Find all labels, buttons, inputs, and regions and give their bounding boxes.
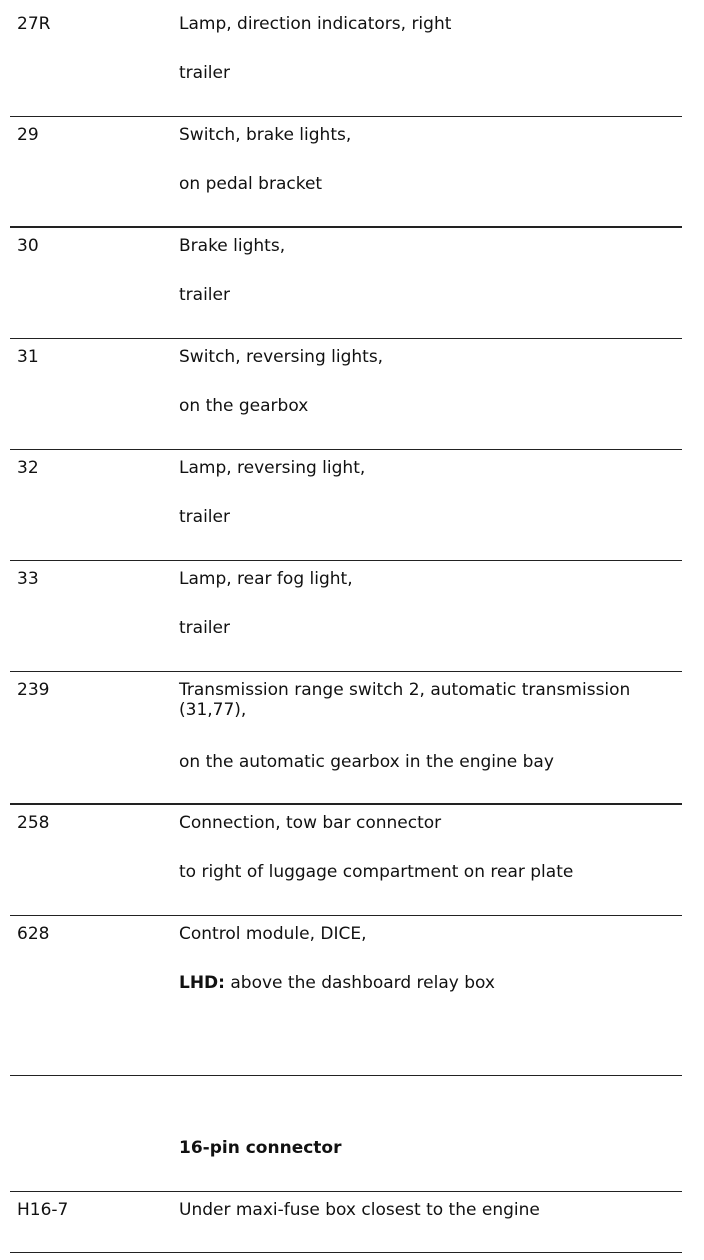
component-title: Brake lights, xyxy=(179,236,286,256)
component-location: on pedal bracket xyxy=(179,174,323,194)
component-code: 33 xyxy=(17,569,39,589)
component-location: trailer xyxy=(179,63,230,83)
component-title: Lamp, reversing light, xyxy=(179,458,366,478)
row-divider xyxy=(10,1191,682,1192)
row-divider xyxy=(10,915,682,916)
connector-code: H16-7 xyxy=(17,1200,69,1220)
component-title: Switch, reversing lights, xyxy=(179,347,384,367)
component-location: on the gearbox xyxy=(179,396,309,416)
component-code: 27R xyxy=(17,14,51,34)
component-code: 31 xyxy=(17,347,39,367)
component-title: Switch, brake lights, xyxy=(179,125,352,145)
row-divider xyxy=(10,1075,682,1076)
component-code: 32 xyxy=(17,458,39,478)
component-code: 30 xyxy=(17,236,39,256)
component-title: Connection, tow bar connector xyxy=(179,813,442,833)
component-code: 29 xyxy=(17,125,39,145)
component-location: to right of luggage compartment on rear plate xyxy=(179,862,574,882)
location-prefix: LHD: xyxy=(179,973,225,993)
row-divider xyxy=(10,449,682,450)
component-location: on the automatic gearbox in the engine bay xyxy=(179,752,554,772)
component-location: trailer xyxy=(179,285,230,305)
component-location xyxy=(179,973,684,993)
location-text: above the dashboard relay box xyxy=(230,973,495,993)
component-title: Lamp, direction indicators, right xyxy=(179,14,452,34)
row-divider xyxy=(10,560,682,561)
component-title: Control module, DICE, xyxy=(179,924,367,944)
component-code: 239 xyxy=(17,680,50,700)
component-code: 258 xyxy=(17,813,50,833)
row-divider xyxy=(10,803,682,805)
row-divider xyxy=(10,226,682,228)
row-divider xyxy=(10,1252,682,1253)
row-divider xyxy=(10,671,682,672)
component-code: 628 xyxy=(17,924,50,944)
component-location: trailer xyxy=(179,618,230,638)
row-divider xyxy=(10,116,682,117)
section-heading: 16-pin connector xyxy=(179,1138,342,1158)
row-divider xyxy=(10,338,682,339)
component-location: trailer xyxy=(179,507,230,527)
component-title: Lamp, rear fog light, xyxy=(179,569,353,589)
connector-location: Under maxi-fuse box closest to the engine xyxy=(179,1200,540,1220)
component-title: Transmission range switch 2, automatic transmission (31,77), xyxy=(179,680,631,720)
